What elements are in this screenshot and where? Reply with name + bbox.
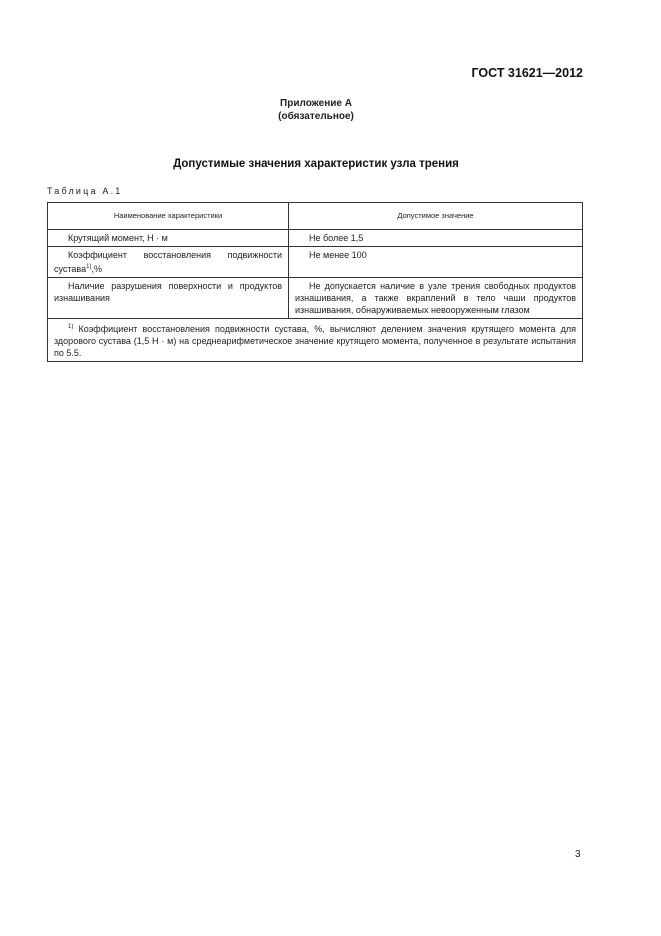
characteristics-table [47, 202, 583, 362]
row-value: Не более 1,5 [289, 230, 583, 247]
section-title: Допустимые значения характеристик узла трения [173, 158, 459, 170]
footnote-text: Коэффициент восстановления подвижности сустава, %, вычисляют делением значения крутящего момента для здорового сустава (1,5 Н · м) на среднеарифметическое значение крутящего момента, полученное в результате испытания по 5.5. [54, 324, 576, 358]
row-name-text: Коэффициент восстановления подвижности сустава [54, 250, 282, 274]
annex-heading [0, 97, 632, 123]
row-value: Не менее 100 [289, 247, 583, 278]
row-name [48, 247, 289, 278]
row-name: Крутящий момент, Н · м [48, 230, 289, 247]
document-code: ГОСТ 31621—2012 [471, 66, 583, 80]
annex-title: Приложение А [280, 98, 352, 109]
column-header: Наименование характеристики [48, 203, 289, 230]
table-row [48, 247, 583, 278]
table-label: Таблица А.1 [47, 186, 123, 196]
footnote-row [48, 319, 583, 362]
row-value: Не допускается наличие в узле трения свободных продуктов изнашивания, а также вкраплений в тело чаши продуктов изнашивания, обнаруживаемых невооруженным глазом [289, 278, 583, 319]
footnote-mark: 1) [68, 324, 74, 330]
table-row [48, 278, 583, 319]
annex-status: (обязательное) [278, 111, 354, 122]
column-header: Допустимое значение [289, 203, 583, 230]
row-name-suffix: ,% [91, 264, 102, 274]
footnote [48, 319, 583, 362]
table-header-row [48, 203, 583, 230]
footnote-ref: 1) [86, 264, 92, 270]
page-number: 3 [575, 849, 581, 860]
row-name: Наличие разрушения поверхности и продуктов изнашивания [48, 278, 289, 319]
table-row [48, 230, 583, 247]
